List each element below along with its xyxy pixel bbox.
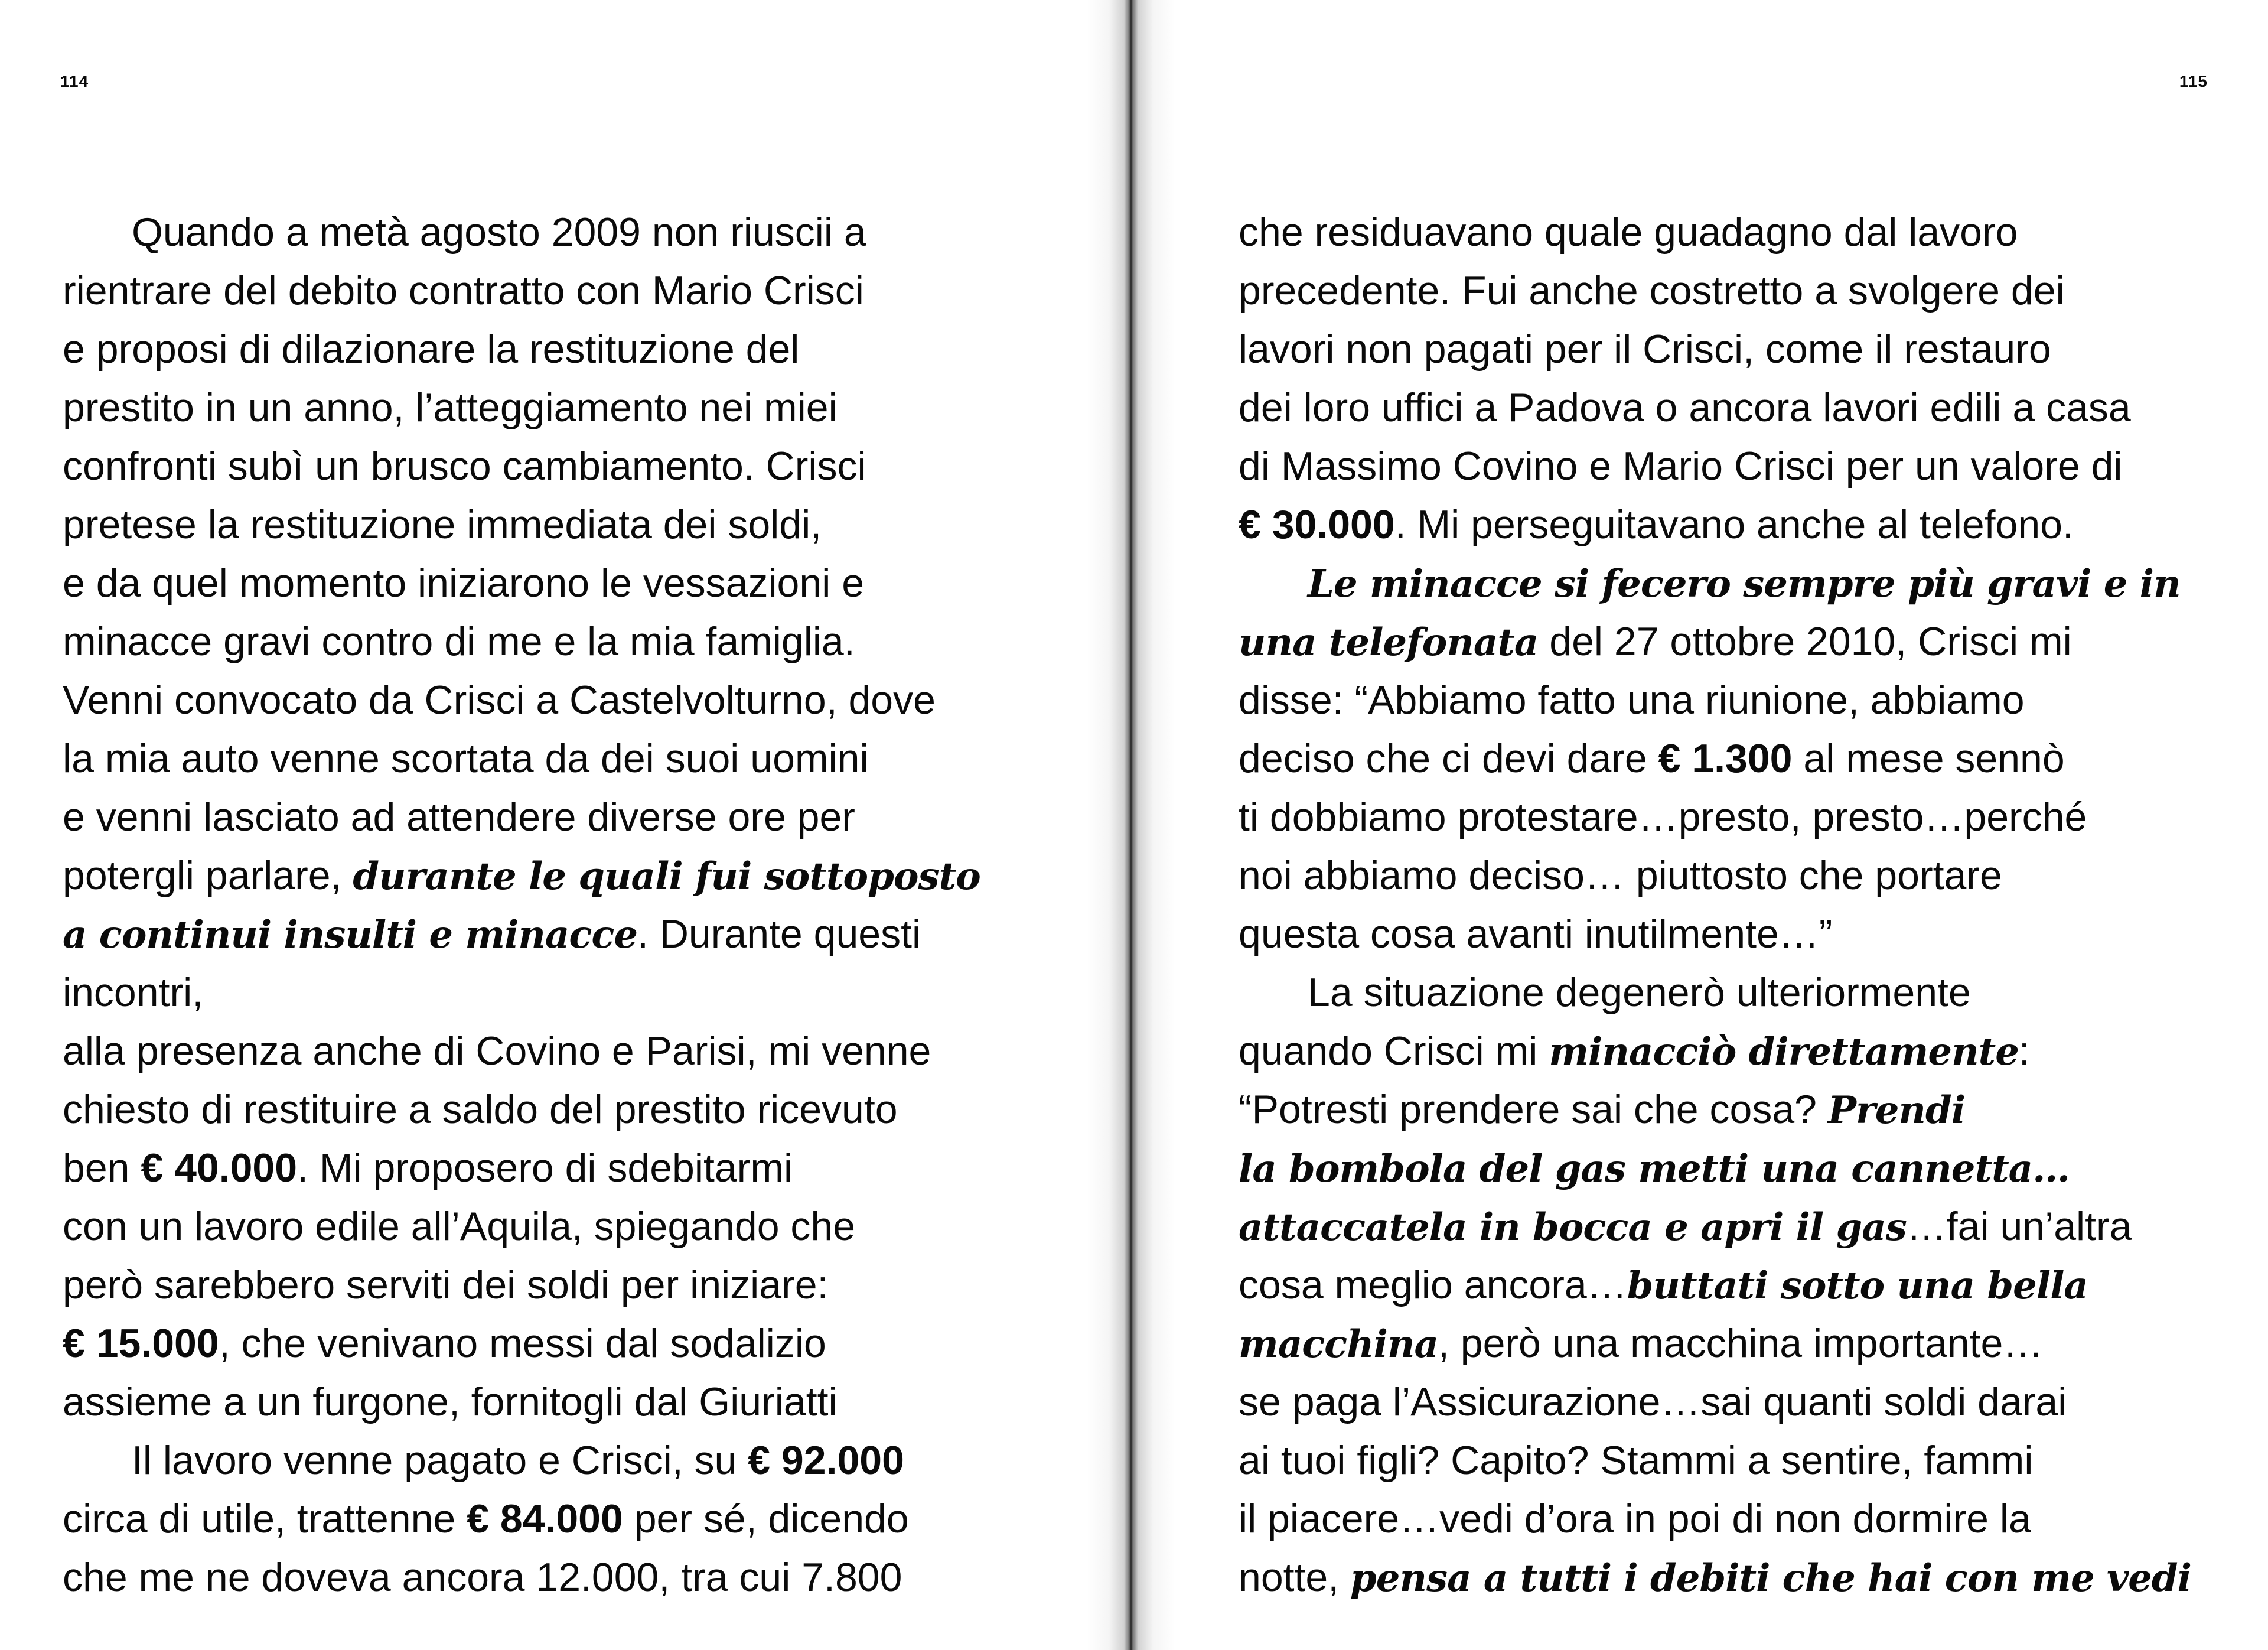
text-line bbox=[1239, 496, 2191, 554]
text-line bbox=[1239, 730, 2191, 788]
text-run: circa di utile, trattenne bbox=[63, 1496, 467, 1541]
text-run: potergli parlare, bbox=[63, 853, 353, 898]
text-line bbox=[1239, 262, 2191, 320]
text-run: che me ne doveva ancora 12.000, tra cui 7.800 bbox=[63, 1555, 902, 1600]
text-run: ti dobbiamo protestare…presto, presto…perché bbox=[1239, 795, 2087, 839]
text-run: attaccatela in bocca e apri il gas bbox=[1239, 1205, 1907, 1249]
text-run: € 15.000 bbox=[63, 1321, 219, 1366]
page-number: 114 bbox=[60, 72, 89, 90]
text-line bbox=[1239, 1139, 2191, 1197]
text-run: alla presenza anche di Covino e Parisi, mi venne bbox=[63, 1029, 931, 1073]
text-line bbox=[63, 1490, 980, 1548]
text-line bbox=[1239, 613, 2191, 671]
text-run: assieme a un furgone, fornitogli dal Giuriatti bbox=[63, 1379, 838, 1424]
text-run: del 27 ottobre 2010, Crisci mi bbox=[1538, 619, 2072, 664]
text-line bbox=[63, 262, 980, 320]
text-line bbox=[1239, 788, 2191, 847]
text-line bbox=[63, 1548, 980, 1607]
text-run: macchina bbox=[1239, 1322, 1438, 1366]
text-run: disse: “Abbiamo fatto una riunione, abbiamo bbox=[1239, 678, 2025, 723]
text-line bbox=[1239, 1373, 2191, 1431]
text-run: prestito in un anno, l’atteggiamento nei miei bbox=[63, 385, 838, 430]
text-run: noi abbiamo deciso… piuttosto che portare bbox=[1239, 853, 2002, 898]
text-line bbox=[1239, 1431, 2191, 1490]
text-run: . Durante questi bbox=[637, 912, 921, 956]
text-line bbox=[1239, 1022, 2191, 1081]
text-run: € 40.000 bbox=[141, 1145, 298, 1190]
text-run: e da quel momento iniziarono le vessazioni e bbox=[63, 561, 865, 606]
text-run: però sarebbero serviti dei soldi per iniziare: bbox=[63, 1262, 829, 1307]
text-run: il piacere…vedi d’ora in poi di non dormire la bbox=[1239, 1496, 2031, 1541]
text-run: € 84.000 bbox=[467, 1496, 623, 1541]
text-line bbox=[63, 496, 980, 554]
text-run: se paga l’Assicurazione…sai quanti soldi darai bbox=[1239, 1379, 2067, 1424]
text-line bbox=[1239, 905, 2191, 964]
text-run: cosa meglio ancora… bbox=[1239, 1262, 1627, 1307]
text-line bbox=[1239, 1490, 2191, 1548]
text-run: pensa a tutti i debiti che hai con me vedi bbox=[1350, 1556, 2191, 1600]
text-line bbox=[63, 437, 980, 496]
text-line bbox=[63, 1022, 980, 1081]
text-run: di Massimo Covino e Mario Crisci per un valore di bbox=[1239, 444, 2123, 489]
text-run: , però una macchina importante… bbox=[1438, 1321, 2044, 1366]
text-line bbox=[63, 320, 980, 379]
text-run: chiesto di restituire a saldo del prestito ricevuto bbox=[63, 1087, 898, 1132]
text-line bbox=[63, 788, 980, 847]
text-line bbox=[63, 1373, 980, 1431]
text-line bbox=[63, 1431, 980, 1490]
text-line bbox=[63, 554, 980, 613]
text-run: e proposi di dilazionare la restituzione del bbox=[63, 327, 800, 372]
text-run: ai tuoi figli? Capito? Stammi a sentire, fammi bbox=[1239, 1438, 2034, 1483]
text-run: notte, bbox=[1239, 1555, 1351, 1600]
text-run: Le minacce si fecero sempre più gravi e in bbox=[1308, 562, 2181, 606]
text-run: deciso che ci devi dare bbox=[1239, 736, 1658, 781]
text-line bbox=[1239, 379, 2191, 437]
text-run: Prendi bbox=[1827, 1088, 1966, 1132]
text-run: questa cosa avanti inutilmente…” bbox=[1239, 912, 1833, 956]
page-number: 115 bbox=[2179, 72, 2208, 90]
text-run: € 1.300 bbox=[1658, 736, 1793, 781]
text-line bbox=[1239, 964, 2191, 1022]
body-text bbox=[63, 203, 980, 1607]
text-run: durante le quali fui sottoposto bbox=[353, 854, 980, 899]
text-line bbox=[63, 1256, 980, 1314]
text-line bbox=[1239, 847, 2191, 905]
text-run: € 30.000 bbox=[1239, 502, 1395, 547]
text-run: € 92.000 bbox=[748, 1438, 904, 1483]
text-run: : bbox=[2018, 1029, 2030, 1073]
text-run: . Mi proposero di sdebitarmi bbox=[297, 1145, 793, 1190]
text-line bbox=[63, 1314, 980, 1373]
text-run: minacciò direttamente bbox=[1549, 1030, 2019, 1074]
text-run: minacce gravi contro di me e la mia famiglia. bbox=[63, 619, 855, 664]
text-line bbox=[1239, 671, 2191, 730]
text-run: con un lavoro edile all’Aquila, spiegando che bbox=[63, 1204, 856, 1249]
text-line bbox=[63, 613, 980, 671]
text-run: la bombola del gas metti una cannetta… bbox=[1239, 1147, 2070, 1191]
text-line bbox=[63, 203, 980, 262]
text-run: confronti subì un brusco cambiamento. Crisci bbox=[63, 444, 866, 489]
text-line bbox=[1239, 554, 2191, 613]
text-run: pretese la restituzione immediata dei soldi, bbox=[63, 502, 822, 547]
text-line bbox=[1239, 203, 2191, 262]
text-run: per sé, dicendo bbox=[623, 1496, 909, 1541]
text-run: ben bbox=[63, 1145, 141, 1190]
text-run: rientrare del debito contratto con Mario Crisci bbox=[63, 268, 864, 313]
text-run: Quando a metà agosto 2009 non riuscii a bbox=[132, 210, 866, 255]
text-run: e venni lasciato ad attendere diverse ore per bbox=[63, 795, 855, 839]
text-run: . Mi perseguitavano anche al telefono. bbox=[1394, 502, 2074, 547]
text-line bbox=[63, 964, 980, 1022]
text-line bbox=[1239, 1197, 2191, 1256]
text-line bbox=[63, 671, 980, 730]
text-run: Venni convocato da Crisci a Castelvolturno, dove bbox=[63, 678, 936, 723]
text-run: dei loro uffici a Padova o ancora lavori edili a casa bbox=[1239, 385, 2131, 430]
text-run: …fai un’altra bbox=[1906, 1204, 2132, 1249]
text-run: La situazione degenerò ulteriormente bbox=[1308, 970, 1971, 1015]
text-line bbox=[63, 1197, 980, 1256]
text-run: precedente. Fui anche costretto a svolgere dei bbox=[1239, 268, 2065, 313]
text-run: buttati sotto una bella bbox=[1627, 1264, 2088, 1308]
text-run: , che venivano messi dal sodalizio bbox=[219, 1321, 826, 1366]
text-line bbox=[63, 730, 980, 788]
text-run: la mia auto venne scortata da dei suoi uomini bbox=[63, 736, 869, 781]
left-page bbox=[0, 0, 1128, 1650]
text-run: “Potresti prendere sai che cosa? bbox=[1239, 1087, 1828, 1132]
text-run: lavori non pagati per il Crisci, come il restauro bbox=[1239, 327, 2051, 372]
text-run: a continui insulti e minacce bbox=[63, 913, 638, 957]
text-line bbox=[1239, 1081, 2191, 1139]
text-run: quando Crisci mi bbox=[1239, 1029, 1549, 1073]
text-line bbox=[63, 847, 980, 905]
text-line bbox=[63, 1139, 980, 1197]
text-run: che residuavano quale guadagno dal lavoro bbox=[1239, 210, 2018, 255]
text-line bbox=[1239, 1548, 2191, 1607]
text-line bbox=[63, 905, 980, 964]
text-line bbox=[1239, 1256, 2191, 1314]
text-run: Il lavoro venne pagato e Crisci, su bbox=[132, 1438, 748, 1483]
text-line bbox=[1239, 320, 2191, 379]
text-run: una telefonata bbox=[1239, 620, 1539, 665]
text-line bbox=[63, 1081, 980, 1139]
text-line bbox=[1239, 437, 2191, 496]
body-text bbox=[1239, 203, 2191, 1607]
text-run: incontri, bbox=[63, 970, 204, 1015]
text-run: al mese sennò bbox=[1792, 736, 2065, 781]
right-page bbox=[1140, 0, 2268, 1650]
text-line bbox=[1239, 1314, 2191, 1373]
text-line bbox=[63, 379, 980, 437]
